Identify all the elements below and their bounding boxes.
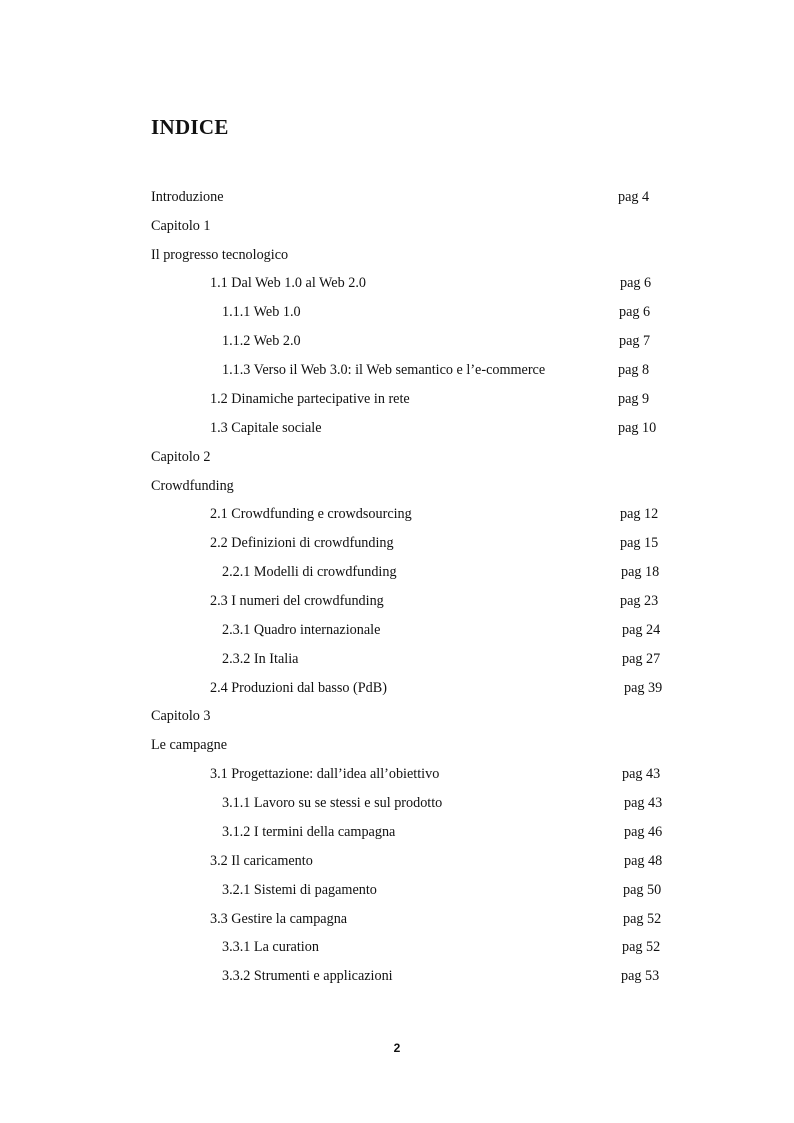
toc-label: 3.2 Il caricamento <box>210 853 313 869</box>
toc-entry[interactable] <box>0 504 794 524</box>
toc-entry[interactable] <box>0 562 794 582</box>
toc-label: 3.1 Progettazione: dall’idea all’obiettivo <box>210 766 440 782</box>
toc-entry[interactable] <box>0 822 794 842</box>
toc-entry[interactable] <box>0 302 794 322</box>
toc-entry[interactable] <box>0 851 794 871</box>
toc-page: pag 15 <box>620 535 659 551</box>
toc-entry[interactable] <box>0 331 794 351</box>
toc-page: pag 9 <box>618 391 650 407</box>
toc-label: Il progresso tecnologico <box>151 247 289 263</box>
toc-label: Introduzione <box>151 189 224 205</box>
toc-page: pag 52 <box>622 939 661 955</box>
toc-entry[interactable] <box>0 909 794 929</box>
toc-label: 3.3.2 Strumenti e applicazioni <box>222 968 393 984</box>
toc-entry[interactable] <box>0 764 794 784</box>
toc-page: pag 53 <box>621 968 660 984</box>
toc-entry[interactable] <box>0 678 794 698</box>
toc-entry[interactable] <box>0 389 794 409</box>
toc-page: pag 6 <box>620 275 652 291</box>
toc-label: Capitolo 2 <box>151 449 211 465</box>
toc-entry[interactable] <box>0 966 794 986</box>
toc-page: pag 48 <box>624 853 663 869</box>
toc-label: 3.1.1 Lavoro su se stessi e sul prodotto <box>222 795 443 811</box>
toc-label: 2.2.1 Modelli di crowdfunding <box>222 564 397 580</box>
toc-label: 3.2.1 Sistemi di pagamento <box>222 882 377 898</box>
toc-label: Crowdfunding <box>151 478 234 494</box>
toc-page: pag 27 <box>622 651 661 667</box>
toc-label: Capitolo 1 <box>151 218 211 234</box>
toc-label: 3.1.2 I termini della campagna <box>222 824 396 840</box>
toc-page: pag 6 <box>619 304 651 320</box>
toc-entry-introduzione[interactable] <box>0 187 794 207</box>
toc-page: pag 46 <box>624 824 663 840</box>
toc-label: 1.3 Capitale sociale <box>210 420 322 436</box>
toc-label: 3.3 Gestire la campagna <box>210 911 348 927</box>
toc-label: 1.1 Dal Web 1.0 al Web 2.0 <box>210 275 366 291</box>
toc-entry[interactable] <box>0 793 794 813</box>
toc-label: 1.1.1 Web 1.0 <box>222 304 301 320</box>
toc-page: pag 7 <box>619 333 651 349</box>
toc-page: pag 52 <box>623 911 662 927</box>
toc-page: pag 43 <box>622 766 661 782</box>
toc-chapter-title <box>0 245 794 265</box>
toc-label: 3.3.1 La curation <box>222 939 319 955</box>
toc-page: pag 18 <box>621 564 660 580</box>
toc-chapter-title <box>0 476 794 496</box>
toc-page: pag 8 <box>618 362 650 378</box>
toc-entry[interactable] <box>0 591 794 611</box>
toc-label: 2.3 I numeri del crowdfunding <box>210 593 384 609</box>
toc-label: 1.1.3 Verso il Web 3.0: il Web semantico e l’e-commerce <box>222 362 546 378</box>
toc-label: 2.2 Definizioni di crowdfunding <box>210 535 394 551</box>
toc-entry[interactable] <box>0 360 794 380</box>
toc-page: pag 43 <box>624 795 663 811</box>
toc-chapter-heading <box>0 447 794 467</box>
toc-entry[interactable] <box>0 880 794 900</box>
toc-page: pag 10 <box>618 420 657 436</box>
toc-entry[interactable] <box>0 533 794 553</box>
toc-entry[interactable] <box>0 649 794 669</box>
toc-label: 2.3.1 Quadro internazionale <box>222 622 381 638</box>
toc-page: pag 23 <box>620 593 659 609</box>
toc-entry[interactable] <box>0 937 794 957</box>
toc-label: 1.1.2 Web 2.0 <box>222 333 301 349</box>
toc-page: pag 50 <box>623 882 662 898</box>
page-title: INDICE <box>151 115 229 139</box>
toc-page: pag 39 <box>624 680 663 696</box>
toc-chapter-title <box>0 735 794 755</box>
toc-label: Le campagne <box>151 737 228 753</box>
toc-label: 2.1 Crowdfunding e crowdsourcing <box>210 506 412 522</box>
toc-label: 2.3.2 In Italia <box>222 651 299 667</box>
toc-chapter-heading <box>0 706 794 726</box>
toc-chapter-heading <box>0 216 794 236</box>
toc-page: pag 4 <box>618 189 650 205</box>
page-number: 2 <box>393 1041 401 1055</box>
toc-label: Capitolo 3 <box>151 708 211 724</box>
toc-entry[interactable] <box>0 418 794 438</box>
toc-label: 2.4 Produzioni dal basso (PdB) <box>210 680 387 696</box>
toc-entry[interactable] <box>0 620 794 640</box>
toc-label: 1.2 Dinamiche partecipative in rete <box>210 391 410 407</box>
toc-page: pag 24 <box>622 622 661 638</box>
toc-entry[interactable] <box>0 273 794 293</box>
toc-page: pag 12 <box>620 506 659 522</box>
